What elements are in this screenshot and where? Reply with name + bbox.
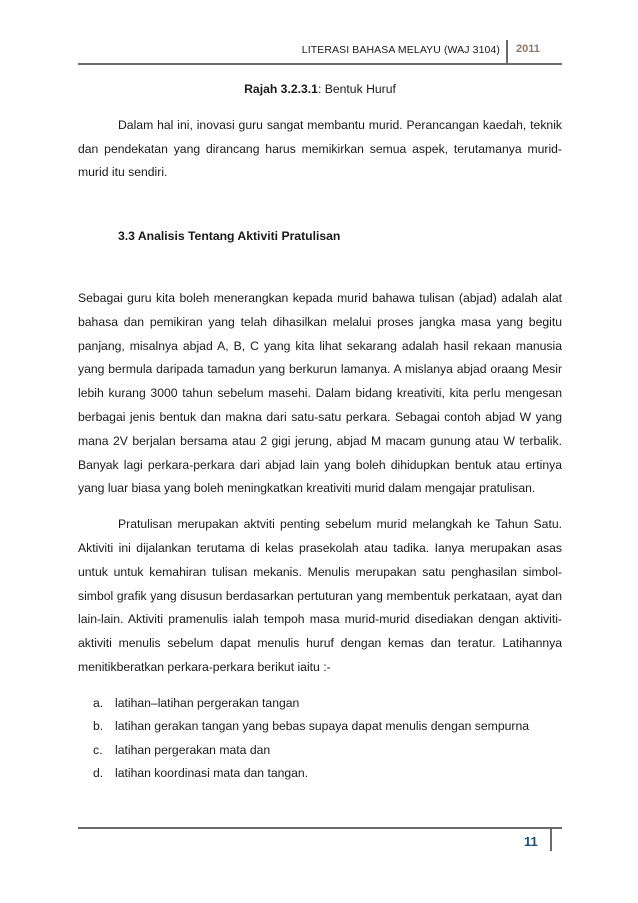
paragraph-2: Sebagai guru kita boleh menerangkan kepada murid bahawa tulisan (abjad) adalah alat bahasa dan pemikiran yang telah dihasilkan melalui proses jangka masa yang begitu panjang, misalnya abjad A, B, C yang kita lihat sekarang adalah hasil rekaan manusia yang bermula daripada tamadun yang berkurun lamanya. A mislanya abjad oraang Mesir lebih kurang 3000 tahun sebelum masehi. Dalam bidang kreativiti, kita perlu mengesan berbagai jenis bentuk dan makna dari satu-satu perkara. Sebagai contoh abjad W yang mana 2V berjalan bersama atau 2 gigi jerung, abjad M macam gunung atau W terbalik. Banyak lagi perkara-perkara dari abjad lain yang boleh dihidupkan bentuk atau ertinya yang luar biasa yang boleh meningkatkan kreativiti murid dalam mengajar pratulisan. [78, 290, 562, 496]
page-number: 11 [524, 834, 538, 849]
list-item [93, 762, 562, 786]
header-divider [506, 40, 508, 64]
footer-divider [550, 827, 552, 851]
list-marker: c. [93, 742, 103, 757]
section-heading: 3.3 Analisis Tentang Aktiviti Pratulisan [118, 229, 341, 244]
figure-caption [78, 78, 562, 102]
paragraph-3: Pratulisan merupakan aktviti penting sebelum murid melangkah ke Tahun Satu. Aktiviti ini dijalankan terutama di kelas prasekolah atau tadika. Ianya merupakan asas untuk untuk kemahiran tulisan mekanis. Menulis merupakan satu penghasilan simbol-simbol grafik yang disusun berdasarkan pertuturan yang membentuk perkataan, ayat dan lain-lain. Aktiviti pramenulis ialah tempoh masa murid-murid disediakan dengan aktiviti-aktiviti menulis sebelum dapat menulis huruf dengan kemas dan teratur. Latihannya menitikberatkan perkara-perkara berikut iaitu :- [78, 517, 562, 674]
list-item-text: latihan pergerakan mata dan [115, 742, 271, 757]
paragraph-1: Dalam hal ini, inovasi guru sangat membantu murid. Perancangan kaedah, teknik dan pendekatan yang dirancang harus memikirkan semua aspek, terutamanya murid-murid itu sendiri. [78, 117, 562, 180]
list-marker: d. [93, 766, 104, 781]
list-item-text: latihan–latihan pergerakan tangan [115, 695, 300, 710]
caption-label: Rajah 3.2.3.1 [244, 82, 318, 96]
list-item-text: latihan koordinasi mata dan tangan. [115, 766, 309, 781]
list-item-text: latihan gerakan tangan yang bebas supaya dapat menulis dengan sempurna [115, 719, 530, 734]
list-item [93, 715, 562, 739]
header-year: 2011 [516, 43, 540, 55]
list-marker: a. [93, 695, 104, 710]
list-item [93, 692, 562, 716]
list-item [93, 739, 562, 763]
caption-text: : Bentuk Huruf [317, 82, 396, 96]
header-title: LITERASI BAHASA MELAYU (WAJ 3104) [301, 44, 500, 56]
footer-rule [78, 827, 562, 829]
page-body [78, 78, 562, 786]
list-marker: b. [93, 719, 104, 734]
page-header [78, 40, 562, 62]
activity-list [78, 692, 562, 786]
header-rule [78, 63, 562, 65]
